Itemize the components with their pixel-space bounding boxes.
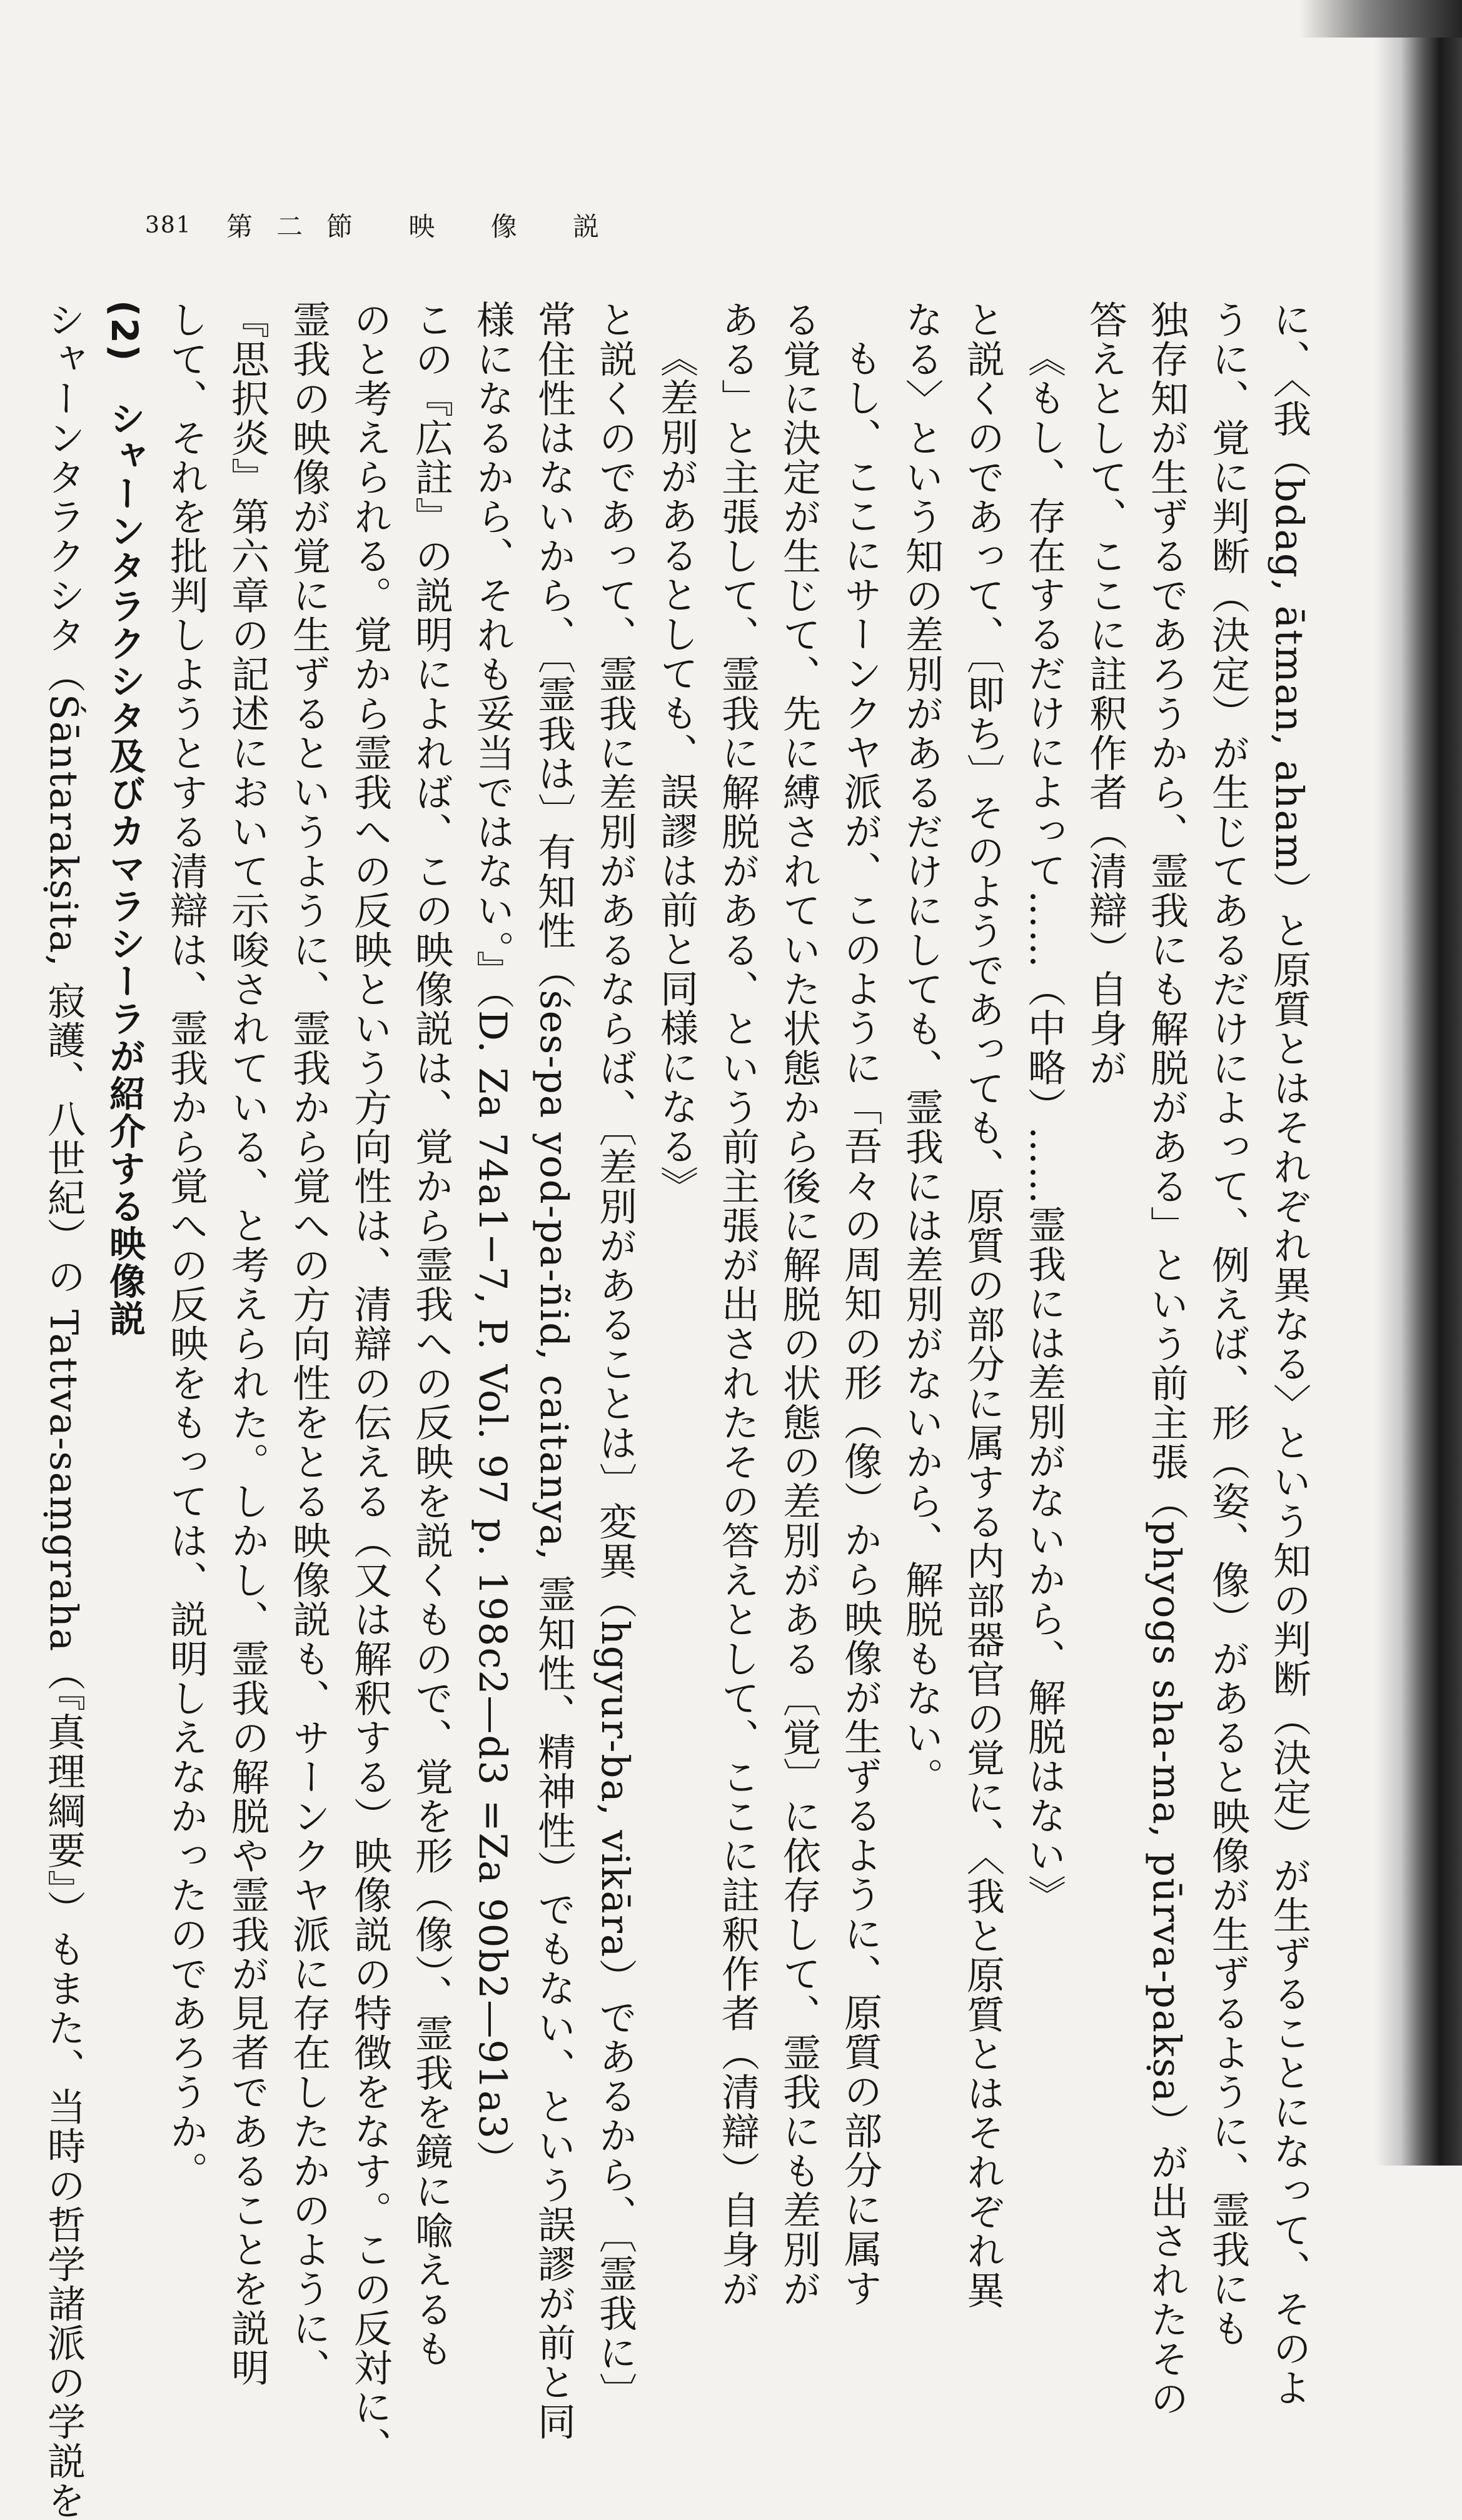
quoted-line: 《差別があるとしても、誤謬は前と同様になる》: [654, 339, 698, 1205]
text-line: もし、ここにサーンクヤ派が、このように「吾々の周知の形（像）から映像が生ずるように、原質の部分に属す: [838, 339, 882, 2308]
body-text: [41, 300, 1319, 2520]
text-line: ある」と主張して、霊我に解脱がある、という前主張が出されたその答えとして、ここに註釈作者（清辯）自身が: [715, 300, 760, 2309]
text-line: 霊我の映像が覚に生ずるというように、霊我から覚への方向性をとる映像説も、サーンクヤ派に存在したかのように、: [286, 300, 331, 2387]
text-line: うに、覚に判断（決定）が生じてあるだけによって、例えば、形（姿、像）があると映像が生ずるように、霊我にも: [1206, 300, 1250, 2348]
text-line: 独存知が生ずるであろうから、霊我にも解脱がある」という前主張（phyogs sha-ma, pūrva-pakṣa）が出されたその: [1144, 300, 1189, 2418]
text-line: 様になるから、それも妥当ではない。』（D. Za 74a1−7, P. Vol. 97 p. 198c2—d3 =Za 90b2—91a3）: [470, 300, 515, 2180]
text-line: この『広註』の説明によれば、この映像説は、覚から霊我への反映を説くもので、覚を形（像）、霊我を鏡に喩えるも: [409, 300, 453, 2369]
quoted-line: 《もし、存在するだけによって……（中略）……霊我には差別がないから、解脱はない》: [1022, 339, 1066, 1914]
text-line: に、〈我（bdag, ātman, aham）と原質とはそれぞれ異なる〉という知の判断（決定）が生ずることになって、そのよ: [1267, 300, 1311, 2407]
text-line: シャーンタラクシタ（Śāntarakṣita, 寂護、八世紀）の Tattva-saṃgraha（『真理綱要』）もまた、当時の哲学諸派の学説を: [41, 300, 86, 2520]
text-line: のと考えられる。覚から霊我への反映という方向性は、清辯の伝える（又は解釈する）映像説の特徴をなす。この反対に、: [348, 300, 392, 2466]
text-line: して、それを批判しようとする清辯は、霊我から覚への反映をもっては、説明しえなかったのであろうか。: [164, 300, 208, 2191]
text-line: と説くのであって、〔即ち〕そのようであっても、原質の部分に属する内部器官の覚に、〈我と原質とはそれぞれ異: [960, 300, 1005, 2310]
running-header: [145, 206, 623, 250]
text-line: 答えとして、ここに註釈作者（清辯）自身が: [1083, 300, 1127, 1088]
text-line: と説くのであって、霊我に差別があるならば、〔差別があることは〕変異（hgyur-ba, vikāra）であるから、〔霊我に〕: [593, 300, 637, 2412]
text-line: 『思択炎』第六章の記述において示唆されている、と考えられた。しかし、霊我の解脱や霊我が見者であることを説明: [225, 300, 270, 2387]
scan-corner-shadow: [1299, 0, 1462, 38]
scan-page-edge: [1374, 0, 1462, 2166]
page-number: 381: [145, 213, 192, 238]
text-line: る覚に決定が生じて、先に縛されていた状態から後に解脱の状態の差別がある〔覚〕に依存して、霊我にも差別が: [777, 300, 821, 2309]
section-title: 第二節 映 像 説: [226, 211, 623, 242]
text-line: 常住性はないから、〔霊我は〕有知性（śes-pa yod-pa-ñid, caitanya, 霊知性、精神性）でもない、という誤謬が前と同: [532, 300, 576, 2441]
subsection-heading: (2) シャーンタラクシタ及びカマラシーラが紹介する映像説: [103, 300, 146, 1338]
text-line: なる〉という知の差別があるだけにしても、霊我には差別がないから、解脱もない。: [899, 300, 944, 1797]
